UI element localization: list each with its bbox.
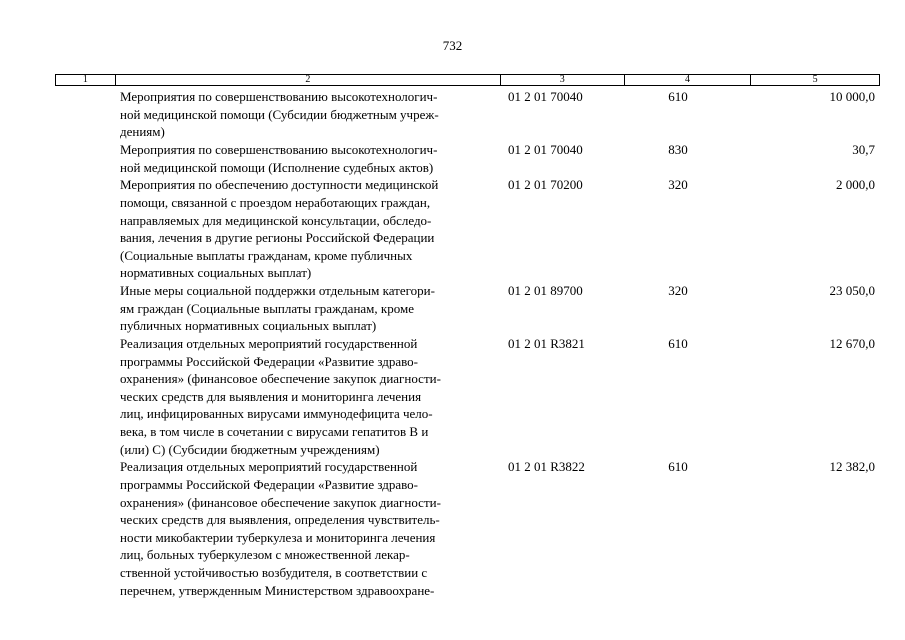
- table-row: [0, 458, 905, 599]
- description-line: ной медицинской помощи (Субсидии бюджетным учреж-: [120, 106, 439, 122]
- table-row: [0, 335, 905, 458]
- description-line: ности микобактерии туберкулеза и мониторинга лечения: [120, 529, 436, 545]
- description-line: дениям): [120, 124, 165, 140]
- description-line: вания, лечения в другие регионы Российской Федерации: [120, 230, 435, 246]
- table-header-row: [55, 74, 880, 86]
- description-line: Реализация отдельных мероприятий государственной: [120, 336, 418, 352]
- row-description: [120, 458, 495, 599]
- row-target-code: 01 2 01 70200: [508, 177, 583, 193]
- table-row: [0, 176, 905, 282]
- table-row: [0, 141, 905, 176]
- row-amount: 23 050,0: [829, 283, 875, 299]
- description-line: ственной устойчивостью возбудителя, в соответствии с: [120, 564, 428, 580]
- description-line: века, в том числе в сочетании с вирусами гепатитов В и: [120, 424, 429, 440]
- description-line: программы Российской Федерации «Развитие здраво-: [120, 477, 419, 492]
- description-line: Реализация отдельных мероприятий государственной: [120, 459, 418, 475]
- table-row: [0, 282, 905, 335]
- row-amount: 2 000,0: [836, 177, 875, 193]
- header-col-4: 4: [625, 75, 752, 85]
- row-description: [120, 176, 495, 282]
- row-description: [120, 335, 495, 458]
- row-expense-type: 610: [668, 336, 688, 352]
- description-line: направляемых для медицинской консультации, обследо-: [120, 212, 432, 228]
- description-line: (или) С) (Субсидии бюджетным учреждениям): [120, 441, 380, 457]
- description-line: (Социальные выплаты гражданам, кроме публичных: [120, 247, 413, 263]
- description-line: лиц, инфицированных вирусами иммунодефицита чело-: [120, 406, 433, 422]
- description-line: охранения» (финансовое обеспечение закупок диагности-: [120, 494, 441, 510]
- description-line: Мероприятия по обеспечению доступности медицинской: [120, 177, 439, 193]
- description-line: лиц, больных туберкулезом с множественной лекар-: [120, 547, 410, 563]
- header-col-5: 5: [812, 74, 818, 85]
- description-line: ческих средств для выявления и мониторинга лечения: [120, 388, 422, 404]
- header-col-1: 1: [56, 75, 116, 85]
- page-number: 732: [442, 38, 463, 53]
- description-line: ной медицинской помощи (Исполнение судебных актов): [120, 159, 434, 175]
- description-line: ческих средств для выявления, определения чувствитель-: [120, 512, 440, 528]
- description-line: программы Российской Федерации «Развитие здраво-: [120, 353, 419, 369]
- row-expense-type: 320: [668, 283, 688, 299]
- table-body: [0, 88, 905, 599]
- header-col-2: 2: [116, 75, 501, 85]
- row-description: [120, 88, 495, 141]
- description-line: нормативных социальных выплат): [120, 265, 312, 281]
- row-description: [120, 141, 495, 176]
- row-target-code: 01 2 01 70040: [508, 141, 583, 157]
- row-amount: 30,7: [852, 141, 875, 157]
- table-row: [0, 88, 905, 141]
- description-line: Мероприятия по совершенствованию высокотехнологич-: [120, 89, 438, 104]
- description-line: Мероприятия по совершенствованию высокотехнологич-: [120, 141, 438, 157]
- row-target-code: 01 2 01 R3821: [508, 336, 585, 352]
- row-description: [120, 282, 495, 335]
- row-expense-type: 830: [668, 141, 688, 157]
- row-expense-type: 610: [668, 459, 688, 475]
- row-amount: 12 382,0: [829, 459, 875, 475]
- description-line: Иные меры социальной поддержки отдельным категори-: [120, 283, 435, 299]
- description-line: помощи, связанной с проездом неработающих граждан,: [120, 194, 431, 210]
- row-target-code: 01 2 01 70040: [508, 89, 583, 104]
- description-line: охранения» (финансовое обеспечение закупок диагности-: [120, 371, 441, 387]
- row-target-code: 01 2 01 89700: [508, 283, 583, 299]
- row-amount: 10 000,0: [829, 89, 875, 104]
- row-expense-type: 610: [668, 89, 688, 104]
- description-line: перечнем, утвержденным Министерством здравоохране-: [120, 582, 435, 598]
- description-line: ям граждан (Социальные выплаты гражданам, кроме: [120, 300, 414, 316]
- header-col-3: 3: [501, 75, 625, 85]
- row-target-code: 01 2 01 R3822: [508, 459, 585, 475]
- row-expense-type: 320: [668, 177, 688, 193]
- description-line: публичных нормативных социальных выплат): [120, 318, 377, 334]
- row-amount: 12 670,0: [829, 336, 875, 352]
